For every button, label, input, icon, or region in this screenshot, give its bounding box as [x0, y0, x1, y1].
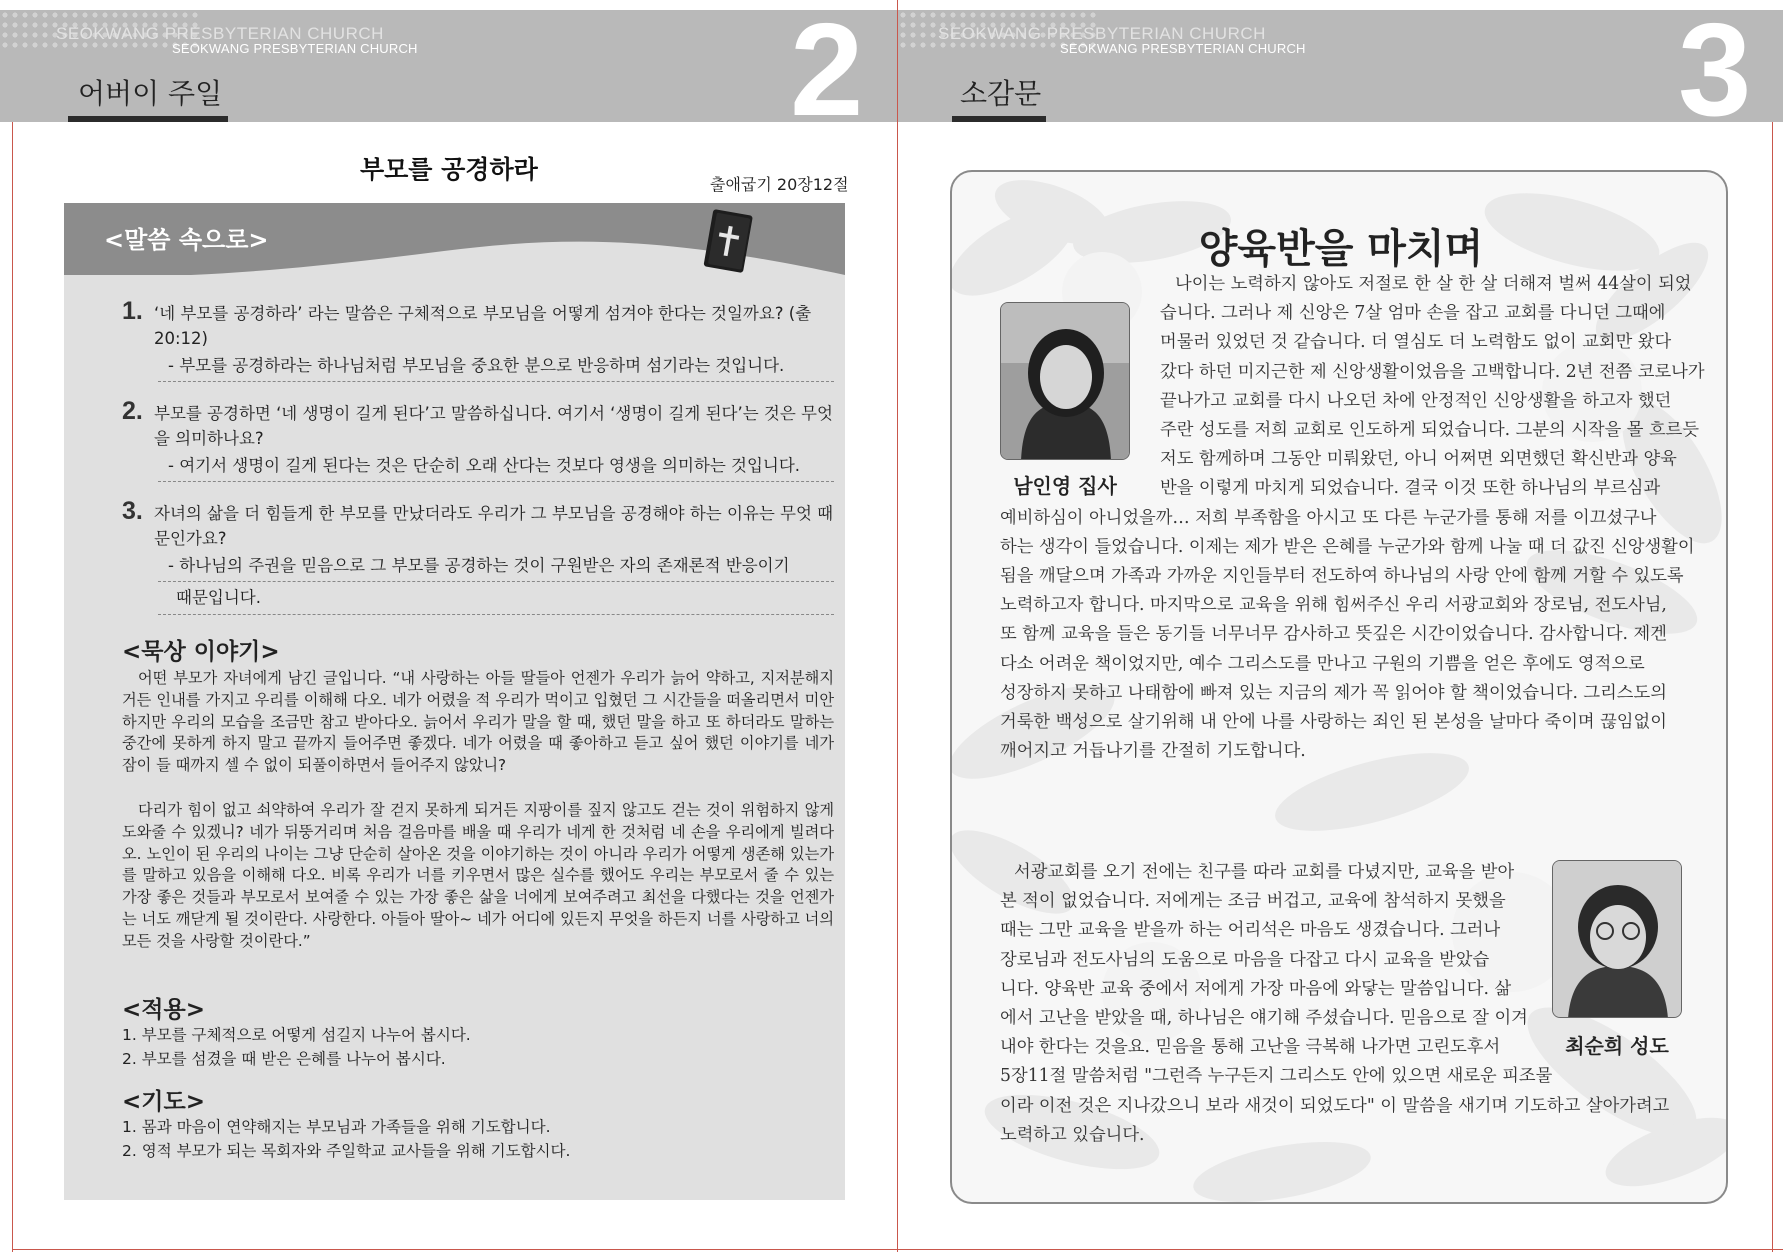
question-text: 부모를 공경하면 ‘네 생명이 길게 된다’고 말씀하십니다. 여기서 ‘생명이 길게 된다’는 것은 무엇을 의미하나요?: [154, 404, 833, 448]
prayer-heading: <기도>: [122, 1089, 205, 1115]
study-content-box: [64, 203, 845, 1200]
trim-line: [12, 1249, 1783, 1250]
essay-line: 본 적이 없었습니다. 저에게는 조금 버겁고, 교육에 참석하지 못했을: [1000, 891, 1506, 912]
story-paragraph-1: 어떤 부모가 자녀에게 남긴 글입니다. “내 사랑하는 아들 딸들아 언젠가 우리가 늙어 약하고, 지저분해지거든 인내를 가지고 우리를 이해해 다오. 네가 어렸을 적 우리가 먹이고 입혔던 그 시간들을 떠올리면서 미안하지만 우리의 모습을 조금만 참고 받아다오. 늙어서 우리가 말을 할 때, 했던 말을 하고 또 하더라도 말하는 중간에 못하게 하지 말고 끝까지 들어주면 좋겠다. 네가 어렸을 때 좋아하고 듣고 싶어 했던 이야기를 네가 잠이 들 때까지 셀 수 없이 되풀이하면서 들어주지 않았니?: [122, 669, 834, 775]
author2-essay: [1000, 858, 1669, 1150]
essay-title: 양육반을 마치며: [1198, 225, 1484, 272]
prayer-list: [122, 1115, 834, 1163]
church-name: SEOKWANG PRESBYTERIAN CHURCH: [1060, 41, 1306, 56]
essay-line: 때는 그만 교육을 받을까 하는 어리석은 마음도 생겼습니다. 그러나: [1000, 920, 1501, 941]
section-title-underline: [952, 116, 1046, 122]
scripture-reference: 출애굽기 20장12절: [710, 175, 849, 194]
author2-caption: 최순희 성도: [1565, 1034, 1669, 1058]
essay-line: 내야 한다는 것을요. 믿음을 통해 고난을 극복해 나가면 고린도후서: [1000, 1037, 1501, 1058]
essay-line: 서광교회를 오기 전에는 친구를 따라 교회를 다녔지만, 교육을 받아: [1014, 862, 1515, 882]
essay-line: 반을 이렇게 마치게 되었습니다. 결국 이것 또한 하나님의 부르심과: [1160, 478, 1661, 499]
right-header-band: [898, 10, 1783, 122]
question-2: [122, 397, 834, 482]
page-number: 2: [790, 10, 864, 122]
essay-line: 됨을 깨달으며 가족과 가까운 지인들부터 전도하여 하나님의 사랑 안에 함께 거할 수 있도록: [1000, 566, 1684, 587]
essay-line: 거룩한 백성으로 살기위해 내 안에 나를 사랑하는 죄인 된 본성을 날마다 죽이며 끊임없이: [1000, 712, 1667, 733]
question-number: 2.: [122, 397, 143, 425]
section-title: 소감문: [960, 77, 1042, 110]
essay-line: 습니다. 그러나 제 신앙은 7살 엄마 손을 잡고 교회를 다니던 그때에: [1160, 303, 1666, 324]
essay-line: 5장11절 말씀처럼 "그런즉 누구든지 그리스도 안에 있으면 새로운 피조물: [1000, 1066, 1553, 1087]
essay-line: 또 함께 교육을 들은 동기들 너무너무 감사하고 뜻깊은 시간이었습니다. 감사합니다. 제겐: [1000, 624, 1667, 645]
trim-line: [1772, 122, 1773, 1252]
essay-line: 갔다 하던 미지근한 제 신앙생활이었음을 고백합니다. 2년 전쯤 코로나가: [1160, 361, 1705, 382]
question-answer: - 부모를 공경하라는 하나님처럼 부모님을 중요한 분으로 반응하며 섬기라는 것입니다.: [158, 351, 834, 382]
question-1: [122, 297, 834, 382]
question-answer: - 하나님의 주권을 믿음으로 그 부모를 공경하는 것이 구원받은 자의 존재론적 반응이기: [158, 551, 834, 582]
trim-line: [12, 122, 13, 1252]
list-item: 1. 몸과 마음이 연약해지는 부모님과 가족들을 위해 기도합니다.: [122, 1118, 551, 1136]
church-name: SEOKWANG PRESBYTERIAN CHURCH: [172, 41, 418, 56]
essay-line: 이라 이전 것은 지나갔으니 보라 새것이 되었도다" 이 말씀을 새기며 기도하고 살아가려고: [1000, 1095, 1670, 1116]
essay-line: 노력하고자 합니다. 마지막으로 교육을 위해 힘써주신 우리 서광교회와 장로님, 전도사님,: [1000, 595, 1667, 616]
bible-icon: [702, 208, 754, 276]
question-answer-continued: 때문입니다.: [158, 582, 834, 615]
essay-line: 장로님과 전도사님의 도움으로 마음을 다잡고 다시 교육을 받았습: [1000, 949, 1490, 970]
essay-line: 깨어지고 거듭나기를 간절히 기도합니다.: [1000, 741, 1306, 762]
word-heading: <말씀 속으로>: [104, 226, 269, 254]
author1-essay: [1000, 270, 1705, 766]
author1-caption: 남인영 집사: [1013, 474, 1117, 498]
question-number: 3.: [122, 497, 143, 525]
question-number: 1.: [122, 297, 143, 325]
list-item: 2. 영적 부모가 되는 목회자와 주일학교 교사들을 위해 기도합시다.: [122, 1142, 571, 1160]
article-title: 부모를 공경하라: [360, 155, 538, 184]
left-header-band: [0, 10, 898, 122]
essay-line: 주란 성도를 저희 교회로 인도하게 되었습니다. 그분의 시작을 몰 흐르듯: [1160, 420, 1700, 441]
section-title-underline: [68, 116, 228, 122]
essay-line: 하는 생각이 들었습니다. 이제는 제가 받은 은혜를 누군가와 함께 나눌 때 더 값진 신앙생활이: [1000, 536, 1695, 557]
essay-line: 끝나가고 교회를 다시 나오던 차에 안정적인 신앙생활을 하고자 했던: [1160, 390, 1672, 411]
section-title: 어버이 주일: [78, 77, 223, 110]
apply-heading: <적용>: [122, 997, 205, 1023]
apply-list: [122, 1023, 834, 1071]
essay-line: 니다. 양육반 교육 중에서 저에게 가장 마음에 와닿는 말씀입니다. 삶: [1000, 978, 1512, 999]
essay-line: 에서 고난을 받았을 때, 하나님은 얘기해 주셨습니다. 믿음으로 잘 이겨: [1000, 1008, 1528, 1029]
story-heading: <묵상 이야기>: [122, 639, 280, 665]
story-paragraph-2: 다리가 힘이 없고 쇠약하여 우리가 잘 걷지 못하게 되거든 지팡이를 짚지 않고도 걷는 것이 위험하지 않게 도와줄 수 있겠니? 네가 뒤뚱거리며 처음 걸음마를 배울 때 우리가 네게 한 것처럼 네 손을 우리에게 빌려다오. 노인이 된 우리의 나이는 그냥 단순히 살아온 것을 이야기하는 것이 아니라 우리가 어떻게 생존해 있는가를 말하고 있음을 이해해 다오. 비록 우리가 너를 키우면서 많은 실수를 했어도 우리는 부모로서 줄 수 있는 가장 좋은 것들과 부모로서 보여줄 수 있는 가장 좋은 삶을 너에게 보여주려고 최선을 다했다는 것을 언젠가는 너도 깨닫게 될 것이란다. 사랑한다. 아들아 딸아~ 네가 어디에 있든지 무엇을 하든지 너를 사랑하고 너의 모든 것을 사랑할 것이란다.”: [122, 801, 834, 950]
page-number: 3: [1678, 10, 1752, 122]
right-page: [898, 0, 1783, 1252]
essay-line: 노력하고 있습니다.: [1000, 1124, 1145, 1145]
question-text: ‘네 부모를 공경하라’ 라는 말씀은 구체적으로 부모님을 어떻게 섬겨야 한다는 것일까요? (출20:12): [154, 304, 812, 348]
church-name-watermark: SEOKWANG PRESBYTERIAN CHURCH: [938, 24, 1266, 43]
church-name-watermark: SEOKWANG PRESBYTERIAN CHURCH: [56, 24, 384, 43]
essay-line: 머물러 있었던 것 같습니다. 더 열심도 더 노력함도 없이 교회만 왔다: [1160, 332, 1672, 353]
essay-line: 저도 함께하며 그동안 미뤄왔던, 아니 어쩌면 외면했던 확신반과 양육: [1160, 449, 1677, 470]
essay-line: 예비하심이 아니었을까… 저희 부족함을 아시고 또 다른 누군가를 통해 저를 이끄셨구나: [1000, 507, 1657, 528]
list-item: 2. 부모를 섬겼을 때 받은 은혜를 나누어 봅시다.: [122, 1050, 446, 1068]
essay-line: 나이는 노력하지 않아도 저절로 한 살 한 살 더해져 벌써 44살이 되었: [1175, 274, 1692, 294]
question-answer: - 여기서 생명이 길게 된다는 것은 단순히 오래 산다는 것보다 영생을 의미하는 것입니다.: [158, 451, 834, 482]
question-text: 자녀의 삶을 더 힘들게 한 부모를 만났더라도 우리가 그 부모님을 공경해야 하는 이유는 무엇 때문인가요?: [154, 504, 834, 548]
essay-line: 성장하지 못하고 나태함에 빠져 있는 지금의 제가 꼭 읽어야 할 책이었습니다. 그리스도의: [1000, 682, 1667, 703]
list-item: 1. 부모를 구체적으로 어떻게 섬길지 나누어 봅시다.: [122, 1026, 471, 1044]
essay-line: 다소 어려운 책이었지만, 예수 그리스도를 만나고 구원의 기쁨을 얻은 후에도 영적으로: [1000, 653, 1645, 674]
question-3: [122, 497, 834, 615]
essay-box: [950, 170, 1728, 1204]
